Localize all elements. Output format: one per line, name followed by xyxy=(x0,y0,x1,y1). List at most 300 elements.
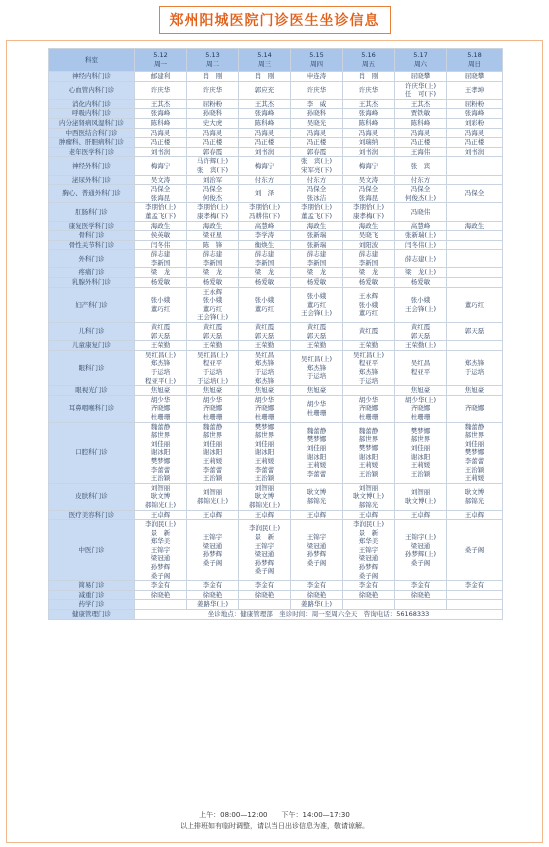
doctor-name: 何俊杰(上) xyxy=(404,193,437,202)
doctor-cell: 王荣勤(上) xyxy=(395,341,447,351)
doctor-cell xyxy=(447,175,503,185)
dept-cell: 中医门诊 xyxy=(49,520,135,581)
doctor-cell xyxy=(291,395,343,422)
doctor-cell xyxy=(187,483,239,510)
doctor-cell: 冯保全 xyxy=(447,185,503,203)
doctor-name: 黄红霞 xyxy=(202,323,223,332)
doctor-cell: 杨爱敏 xyxy=(291,278,343,288)
doctor-cell xyxy=(447,350,503,385)
doctor-cell: 焦旭豪 xyxy=(395,386,447,396)
doctor-name: 张小娥 xyxy=(358,300,379,309)
doctor-name: 李朋恰(上) xyxy=(248,203,281,212)
doctor-name: 王永辉 xyxy=(202,287,223,296)
doctor-name: 王锦宇 xyxy=(202,532,223,541)
doctor-name: 吴红昌 xyxy=(254,350,275,359)
doctor-name: 梁冠通 xyxy=(150,554,171,563)
doctor-name: 薛志建 xyxy=(254,250,275,259)
dept-cell: 呼吸内科门诊 xyxy=(49,109,135,119)
table-row xyxy=(49,81,503,99)
day-date: 5.18 xyxy=(467,51,482,60)
table-row xyxy=(49,278,503,288)
dept-cell: 老年医学科门诊 xyxy=(49,147,135,157)
doctor-cell: 李金有 xyxy=(447,581,503,591)
doctor-name: 任 可(下) xyxy=(404,90,437,99)
doctor-name: 刘佳丽 xyxy=(254,439,275,448)
doctor-cell xyxy=(395,520,447,581)
doctor-cell: 王卓辉 xyxy=(239,510,291,520)
table-row xyxy=(49,386,503,396)
doctor-name: 刘佳丽 xyxy=(410,444,431,453)
doctor-cell: 徐晓艳 xyxy=(135,590,187,600)
doctor-cell xyxy=(135,422,187,483)
table-row xyxy=(49,138,503,148)
dept-cell: 皮肤科门诊 xyxy=(49,483,135,510)
doctor-name: 谢冰阳 xyxy=(306,452,327,461)
doctor-name: 于运培 xyxy=(358,376,379,385)
doctor-cell xyxy=(239,203,291,221)
doctor-cell: 陈科峰 xyxy=(135,118,187,128)
dept-cell: 眼视光门诊 xyxy=(49,386,135,396)
doctor-cell xyxy=(135,350,187,385)
doctor-name: 胡少华 xyxy=(306,400,327,409)
title-wrap xyxy=(0,6,549,34)
doctor-cell xyxy=(291,350,343,385)
doctor-name: 于运培 xyxy=(202,368,223,376)
doctor-cell xyxy=(187,422,239,483)
doctor-cell xyxy=(447,278,503,288)
doctor-cell: 冯正楼 xyxy=(395,138,447,148)
doctor-name: 王锦宇 xyxy=(306,532,327,541)
table-row xyxy=(49,175,503,185)
doctor-cell: 梁 龙 xyxy=(239,268,291,278)
doctor-cell: 冯海灵 xyxy=(135,128,187,138)
doctor-name: 孙梦辉 xyxy=(306,550,327,559)
table-row xyxy=(49,250,503,268)
doctor-name: 李新国 xyxy=(254,258,275,267)
doctor-name: 吴红昌(上) xyxy=(144,350,177,359)
doctor-name: 李新国 xyxy=(202,258,223,267)
doctor-cell: 郭天磊 xyxy=(447,323,503,341)
doctor-cell xyxy=(135,520,187,581)
doctor-name: 黄红霞 xyxy=(410,323,431,332)
doctor-cell: 许庆华 xyxy=(343,81,395,99)
doctor-name: 谢冰阳 xyxy=(150,448,171,457)
doctor-cell: 侯英敏 xyxy=(135,231,187,241)
doctor-cell: 冯海灵 xyxy=(343,128,395,138)
doctor-name: 郝锦光(上) xyxy=(144,500,177,509)
doctor-cell: 王卓辉 xyxy=(395,510,447,520)
table-row xyxy=(49,185,503,203)
doctor-cell: 徐晓艳 xyxy=(395,590,447,600)
doctor-name: 郝世界 xyxy=(254,431,275,440)
doctor-name: 王会锋(上) xyxy=(300,309,333,318)
doctor-cell xyxy=(187,350,239,385)
doctor-name: 刘智丽 xyxy=(202,488,223,497)
doctor-name: 魏蕾静 xyxy=(358,426,379,435)
doctor-cell: 冯正楼 xyxy=(135,138,187,148)
doctor-name: 薛志建 xyxy=(150,250,171,259)
doctor-cell: 付东方 xyxy=(239,175,291,185)
doctor-name: 樊梦娜 xyxy=(150,456,171,465)
doctor-name: 郑华美 xyxy=(358,537,379,546)
doctor-name: 李润民(上) xyxy=(248,524,281,533)
doctor-cell xyxy=(291,250,343,268)
doctor-name: 王锦宇 xyxy=(254,541,275,550)
table-row xyxy=(49,157,503,175)
doctor-cell: 桑子阁 xyxy=(447,520,503,581)
doctor-name: 张小娥 xyxy=(410,296,431,305)
dept-cell: 口腔科门诊 xyxy=(49,422,135,483)
doctor-cell: 李学涛 xyxy=(239,231,291,241)
doctor-cell xyxy=(291,483,343,510)
doctor-cell: 梁亚星 xyxy=(187,231,239,241)
table-row xyxy=(49,287,503,322)
doctor-cell: 张海峰 xyxy=(343,109,395,119)
doctor-name: 桑子阁 xyxy=(358,571,379,580)
doctor-name: 薛志建 xyxy=(358,250,379,259)
doctor-cell: 李金有 xyxy=(291,581,343,591)
doctor-name: 王会锋(上) xyxy=(196,313,229,322)
doctor-name: 冯保全 xyxy=(358,185,379,194)
doctor-name: 王治颖 xyxy=(410,469,431,478)
dept-cell: 神经内科门诊 xyxy=(49,72,135,82)
doctor-cell: 刘书润 xyxy=(135,147,187,157)
doctor-cell xyxy=(135,395,187,422)
doctor-cell xyxy=(395,422,447,483)
doctor-name: 刘佳丽 xyxy=(202,439,223,448)
dept-cell: 胸心、普通外科门诊 xyxy=(49,185,135,203)
doctor-cell: 徐晓艳 xyxy=(239,590,291,600)
doctor-cell xyxy=(291,203,343,221)
doctor-name: 孙梦辉(上) xyxy=(404,550,437,559)
doctor-cell: 李金有 xyxy=(187,581,239,591)
table-row xyxy=(49,72,503,82)
doctor-cell xyxy=(395,600,447,610)
day-week: 周一 xyxy=(154,60,167,68)
doctor-cell xyxy=(447,203,503,221)
table-row xyxy=(49,520,503,581)
day-week: 周三 xyxy=(258,60,271,68)
doctor-cell xyxy=(187,157,239,175)
doctor-cell: 刘书润 xyxy=(239,147,291,157)
doctor-cell: 贾铁敏 xyxy=(395,109,447,119)
dept-cell: 肿瘤科、肝胆病科门诊 xyxy=(49,138,135,148)
doctor-name: 冯耕伟(下) xyxy=(248,211,281,220)
doctor-name: 桑子阁 xyxy=(254,567,275,576)
doctor-cell xyxy=(187,287,239,322)
header-row xyxy=(49,49,503,72)
doctor-cell: 梁 龙 xyxy=(343,268,395,278)
doctor-name: 黄红霞 xyxy=(150,323,171,332)
doctor-name: 景 新 xyxy=(150,528,171,537)
doctor-cell: 徐晓艳 xyxy=(291,590,343,600)
doctor-cell xyxy=(239,520,291,581)
doctor-name: 张冰洁 xyxy=(306,193,327,202)
doctor-cell: 冯海灵 xyxy=(291,128,343,138)
day-week: 周二 xyxy=(206,60,219,68)
table-row xyxy=(49,240,503,250)
doctor-cell xyxy=(447,422,503,483)
doctor-cell: 张新瑞 xyxy=(291,231,343,241)
doctor-cell: 徐晓艳 xyxy=(343,590,395,600)
doctor-name: 桑子阁 xyxy=(306,558,327,567)
doctor-name: 胡少华 xyxy=(254,395,275,404)
day-header xyxy=(447,49,503,72)
doctor-name: 王永辉 xyxy=(358,291,379,300)
doctor-name: 刘智丽 xyxy=(358,483,379,492)
doctor-name: 谢冰阳 xyxy=(202,448,223,457)
doctor-cell xyxy=(343,203,395,221)
doctor-name: 董孟飞(下) xyxy=(300,211,333,220)
doctor-name: 张 宾(上) xyxy=(300,157,333,166)
doctor-name: 梁冠通 xyxy=(410,541,431,550)
doctor-name: 李朋恰(上) xyxy=(196,203,229,212)
doctor-name: 于运培 xyxy=(306,372,327,381)
doctor-name: 杜珊珊 xyxy=(358,412,379,421)
doctor-cell: 闫冬伟 xyxy=(135,240,187,250)
doctor-cell: 冯海灵 xyxy=(239,128,291,138)
doctor-cell xyxy=(343,483,395,510)
doctor-cell: 梅海宁 xyxy=(343,157,395,175)
doctor-cell: 王其杰 xyxy=(135,99,187,109)
doctor-cell xyxy=(239,250,291,268)
dept-cell: 泌尿外科门诊 xyxy=(49,175,135,185)
doctor-name: 刘佳丽 xyxy=(306,444,327,453)
doctor-cell: 申连涛 xyxy=(291,72,343,82)
dept-cell: 康复医学科门诊 xyxy=(49,221,135,231)
doctor-cell: 刘书润 xyxy=(343,147,395,157)
doctor-cell xyxy=(291,185,343,203)
dept-cell: 耳鼻咽喉科门诊 xyxy=(49,395,135,422)
doctor-name: 樊梦娜 xyxy=(306,435,327,444)
doctor-name: 孙梦辉 xyxy=(150,563,171,572)
doctor-cell: 杨爱敏 xyxy=(187,278,239,288)
doctor-name: 程亚平(上) xyxy=(144,376,177,385)
doctor-name: 董巧红 xyxy=(150,304,171,313)
doctor-cell: 王卓辉 xyxy=(135,510,187,520)
doctor-cell xyxy=(187,185,239,203)
doctor-cell xyxy=(135,323,187,341)
doctor-name: 董孟飞(下) xyxy=(144,211,177,220)
doctor-name: 王治颖 xyxy=(358,469,379,478)
doctor-name: 宋军亮(下) xyxy=(300,165,333,174)
doctor-cell: 焦旭豪 xyxy=(239,386,291,396)
doctor-cell: 刘瑞纳 xyxy=(343,138,395,148)
doctor-name: 李蕾蕾 xyxy=(202,465,223,474)
doctor-name: 齐晓娜 xyxy=(410,404,431,413)
doctor-name: 谢冰阳 xyxy=(358,452,379,461)
doctor-name: 魏蕾静 xyxy=(464,422,485,431)
doctor-cell xyxy=(187,250,239,268)
doctor-name: 王莉媛 xyxy=(464,474,485,483)
doctor-name: 郝世界 xyxy=(150,431,171,440)
doctor-cell xyxy=(343,600,395,610)
doctor-cell: 屈晓攀 xyxy=(447,72,503,82)
doctor-name: 谢冰阳 xyxy=(254,448,275,457)
doctor-cell: 薛志建(上) xyxy=(395,250,447,268)
doctor-cell: 海政生 xyxy=(343,221,395,231)
doctor-cell: 海政生 xyxy=(187,221,239,231)
doctor-name: 孙梦辉 xyxy=(358,563,379,572)
page-title: 郑州阳城医院门诊医生坐诊信息 xyxy=(159,6,391,34)
doctor-name: 桑子阁 xyxy=(410,558,431,567)
doctor-cell xyxy=(291,520,343,581)
doctor-name: 薛志建 xyxy=(202,250,223,259)
doctor-name: 郝锦光 xyxy=(306,496,327,505)
doctor-name: 李新国 xyxy=(358,258,379,267)
table-row xyxy=(49,268,503,278)
table-row xyxy=(49,483,503,510)
doctor-cell: 高慧峰 xyxy=(395,221,447,231)
day-date: 5.16 xyxy=(361,51,376,60)
merged-info-cell: 坐诊地点：健康管理部 坐诊时间：周一至周六全天 咨询电话：56168333 xyxy=(135,610,503,620)
doctor-cell: 杨爱敏 xyxy=(343,278,395,288)
day-week: 周四 xyxy=(310,60,323,68)
doctor-cell xyxy=(239,483,291,510)
dept-cell: 骨科门诊 xyxy=(49,231,135,241)
doctor-cell: 焦旭豪 xyxy=(447,386,503,396)
doctor-name: 张海昆 xyxy=(358,193,379,202)
doctor-cell: 张海峰 xyxy=(135,109,187,119)
doctor-cell: 肖 刚 xyxy=(343,72,395,82)
doctor-name: 杜珊珊 xyxy=(254,412,275,421)
doctor-name: 黄红霞 xyxy=(254,323,275,332)
doctor-cell xyxy=(343,287,395,322)
doctor-name: 李蕾蕾 xyxy=(254,465,275,474)
doctor-cell: 王海伟 xyxy=(395,147,447,157)
table-row xyxy=(49,231,503,241)
doctor-cell: 肖 刚 xyxy=(239,72,291,82)
doctor-name: 程亚平 xyxy=(410,368,431,376)
doctor-name: 程亚平 xyxy=(358,359,379,368)
doctor-cell xyxy=(135,483,187,510)
doctor-name: 李蕾蕾 xyxy=(150,465,171,474)
dept-cell: 眼科门诊 xyxy=(49,350,135,385)
doctor-name: 李润民(上) xyxy=(144,520,177,529)
doctor-name: 何俊杰 xyxy=(202,193,223,202)
doctor-name: 李朋恰(上) xyxy=(352,203,385,212)
table-row xyxy=(49,128,503,138)
doctor-cell xyxy=(447,157,503,175)
dept-cell: 儿科门诊 xyxy=(49,323,135,341)
doctor-name: 王治颖 xyxy=(150,474,171,483)
doctor-cell xyxy=(239,600,291,610)
doctor-cell: 刘治军 xyxy=(187,175,239,185)
doctor-name: 郑杰锋 xyxy=(150,359,171,368)
doctor-name: 胡少华 xyxy=(202,395,223,404)
dept-cell: 药学门诊 xyxy=(49,600,135,610)
doctor-name: 耿文博 xyxy=(464,488,485,497)
doctor-cell: 郭春霞 xyxy=(291,147,343,157)
doctor-cell xyxy=(343,386,395,396)
day-header xyxy=(239,49,291,72)
doctor-name: 梁冠通 xyxy=(358,554,379,563)
doctor-cell: 王荣勤 xyxy=(343,341,395,351)
doctor-cell: 李金有 xyxy=(239,581,291,591)
notice-text: 以上排班如有临时调整，请以当日出诊信息为准，敬请谅解。 xyxy=(180,822,369,830)
doctor-cell xyxy=(239,395,291,422)
dept-cell: 心血管内科门诊 xyxy=(49,81,135,99)
doctor-cell xyxy=(395,323,447,341)
doctor-cell: 闫冬伟(上) xyxy=(395,240,447,250)
doctor-name: 薛志建 xyxy=(306,250,327,259)
doctor-name: 齐晓娜 xyxy=(358,404,379,413)
doctor-cell: 姜路华(上) xyxy=(291,600,343,610)
doctor-cell: 海政生 xyxy=(291,221,343,231)
doctor-name: 于运培 xyxy=(254,368,275,376)
doctor-name: 董巧红 xyxy=(254,304,275,313)
doctor-name: 梁冠通 xyxy=(202,541,223,550)
doctor-cell: 徐晓艳 xyxy=(187,590,239,600)
doctor-cell: 王孝坤 xyxy=(447,81,503,99)
doctor-cell: 王其杰 xyxy=(343,99,395,109)
doctor-name: 郝锦光 xyxy=(358,500,379,509)
doctor-cell xyxy=(447,268,503,278)
doctor-cell: 史大虎 xyxy=(187,118,239,128)
doctor-cell: 陈科峰 xyxy=(239,118,291,128)
doctor-cell: 李 威 xyxy=(291,99,343,109)
doctor-name: 齐晓娜 xyxy=(202,404,223,413)
doctor-cell: 冯海灵 xyxy=(187,128,239,138)
doctor-name: 樊梦娜 xyxy=(410,426,431,435)
doctor-cell xyxy=(135,185,187,203)
doctor-name: 桑子阁 xyxy=(202,558,223,567)
doctor-name: 李朋恰(上) xyxy=(144,203,177,212)
doctor-cell xyxy=(135,600,187,610)
doctor-name: 李润民(上) xyxy=(352,520,385,529)
doctor-cell: 孙晓科 xyxy=(291,109,343,119)
doctor-name: 杜珊珊 xyxy=(150,412,171,421)
doctor-name: 齐晓娜 xyxy=(254,404,275,413)
doctor-cell: 姜路华(上) xyxy=(187,600,239,610)
doctor-name: 于运培(上) xyxy=(196,376,229,385)
day-date: 5.17 xyxy=(413,51,428,60)
doctor-cell xyxy=(447,231,503,241)
doctor-cell xyxy=(395,483,447,510)
doctor-name: 耿文博(上) xyxy=(352,492,385,501)
doctor-name: 郝锦光(上) xyxy=(248,500,281,509)
doctor-cell: 高慧峰 xyxy=(239,221,291,231)
doctor-cell: 王卓辉 xyxy=(447,510,503,520)
doctor-cell: 黄红霞 xyxy=(343,323,395,341)
doctor-name: 吴红昌 xyxy=(410,359,431,368)
doctor-cell: 刘阳波 xyxy=(343,240,395,250)
doctor-cell: 张新瑞 xyxy=(291,240,343,250)
doctor-name: 耿文博 xyxy=(150,492,171,501)
doctor-name: 郭天磊 xyxy=(202,331,223,340)
doctor-cell: 吴文涛 xyxy=(135,175,187,185)
doctor-cell: 焦旭豪 xyxy=(187,386,239,396)
doctor-cell: 郭春霞 xyxy=(187,147,239,157)
doctor-name: 魏蕾静 xyxy=(306,426,327,435)
doctor-cell xyxy=(343,185,395,203)
doctor-cell: 梅海宁 xyxy=(135,157,187,175)
doctor-name: 张小娥 xyxy=(202,296,223,305)
doctor-name: 张海昆 xyxy=(150,193,171,202)
dept-cell: 中西医结合科门诊 xyxy=(49,128,135,138)
day-header xyxy=(135,49,187,72)
doctor-name: 耿文博 xyxy=(306,488,327,497)
doctor-name: 董巧红 xyxy=(202,304,223,313)
doctor-name: 胡少华 xyxy=(150,395,171,404)
table-row xyxy=(49,203,503,221)
doctor-name: 谢冰阳 xyxy=(410,452,431,461)
doctor-cell xyxy=(291,323,343,341)
doctor-cell: 冯正楼 xyxy=(447,138,503,148)
doctor-cell xyxy=(291,422,343,483)
doctor-name: 吴红昌(上) xyxy=(352,350,385,359)
doctor-cell xyxy=(343,350,395,385)
